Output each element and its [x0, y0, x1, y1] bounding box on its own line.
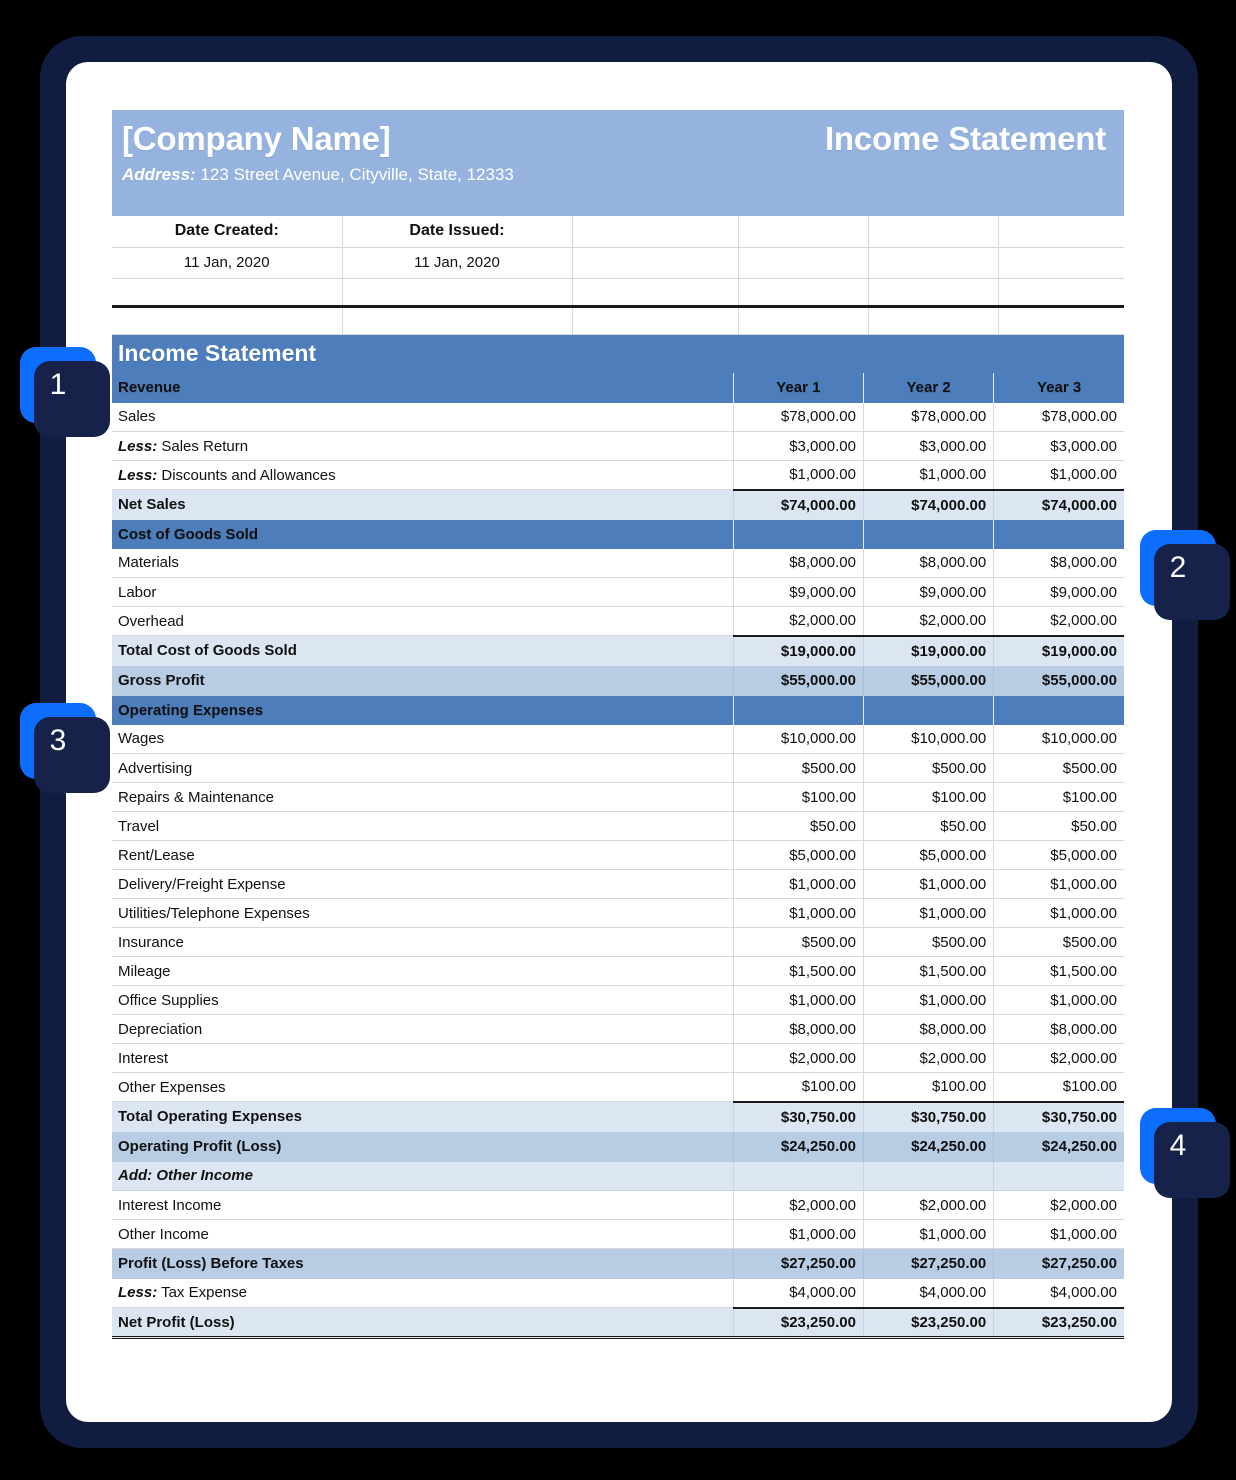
- row-label: Other Income: [112, 1220, 733, 1249]
- table-row: [112, 1191, 1124, 1220]
- row-value-year-2: [863, 1162, 993, 1191]
- column-header-year-3: Year 3: [994, 373, 1124, 403]
- row-value-year-3: $74,000.00: [994, 490, 1124, 520]
- row-value-year-3: $3,000.00: [994, 432, 1124, 461]
- callout-badge-2[interactable]: 2: [1140, 530, 1216, 606]
- table-row: [112, 841, 1124, 870]
- row-value-year-2: $8,000.00: [863, 1015, 993, 1044]
- row-value-year-2: $1,000.00: [863, 986, 993, 1015]
- row-label: [112, 432, 733, 461]
- statement-title-row: [112, 335, 1124, 373]
- row-value-year-2: $8,000.00: [863, 549, 993, 578]
- meta-blank-row: [112, 306, 1124, 334]
- row-value-year-2: $10,000.00: [863, 725, 993, 754]
- row-label-prefix: Less:: [118, 1284, 158, 1302]
- row-value-year-1: $2,000.00: [733, 607, 863, 636]
- row-value-year-3: $27,250.00: [994, 1249, 1124, 1279]
- row-label: Insurance: [112, 928, 733, 957]
- row-value-year-3: $8,000.00: [994, 1015, 1124, 1044]
- row-label: Profit (Loss) Before Taxes: [112, 1249, 733, 1279]
- row-value-year-2: $1,500.00: [863, 957, 993, 986]
- meta-empty-cell: [868, 247, 998, 278]
- row-label: Delivery/Freight Expense: [112, 870, 733, 899]
- row-value-year-1: $500.00: [733, 928, 863, 957]
- date-issued-label: Date Issued:: [342, 216, 572, 247]
- row-value-year-1: $5,000.00: [733, 841, 863, 870]
- row-value-year-1: $500.00: [733, 754, 863, 783]
- row-value-year-1: $1,000.00: [733, 461, 863, 490]
- meta-empty-cell: [342, 278, 572, 306]
- row-value-year-3: $55,000.00: [994, 666, 1124, 696]
- meta-empty-cell: [342, 306, 572, 334]
- row-label: Add: Other Income: [112, 1162, 733, 1191]
- row-value-year-2: $50.00: [863, 812, 993, 841]
- row-value-year-2: $100.00: [863, 783, 993, 812]
- row-value-year-1: $50.00: [733, 812, 863, 841]
- callout-badge-1[interactable]: 1: [20, 347, 96, 423]
- meta-empty-cell: [868, 216, 998, 247]
- row-label: Other Expenses: [112, 1073, 733, 1102]
- row-value-year-1: [733, 520, 863, 549]
- row-label: Office Supplies: [112, 986, 733, 1015]
- row-value-year-2: $1,000.00: [863, 899, 993, 928]
- row-value-year-2: $500.00: [863, 754, 993, 783]
- row-value-year-2: $100.00: [863, 1073, 993, 1102]
- row-value-year-3: $1,500.00: [994, 957, 1124, 986]
- row-label-text: Discounts and Allowances: [161, 466, 336, 484]
- row-value-year-3: [994, 1162, 1124, 1191]
- row-value-year-1: $1,500.00: [733, 957, 863, 986]
- row-value-year-3: $19,000.00: [994, 636, 1124, 666]
- meta-empty-cell: [112, 306, 342, 334]
- table-row: [112, 461, 1124, 490]
- row-value-year-2: $3,000.00: [863, 432, 993, 461]
- row-value-year-3: $8,000.00: [994, 549, 1124, 578]
- row-label: Operating Expenses: [112, 696, 733, 725]
- row-value-year-1: $30,750.00: [733, 1102, 863, 1132]
- row-label: Repairs & Maintenance: [112, 783, 733, 812]
- table-row: [112, 1162, 1124, 1191]
- column-header-year-2: Year 2: [863, 373, 993, 403]
- row-value-year-3: $4,000.00: [994, 1279, 1124, 1308]
- row-label: Operating Profit (Loss): [112, 1132, 733, 1162]
- row-label: Travel: [112, 812, 733, 841]
- row-value-year-2: [863, 520, 993, 549]
- document-page: [66, 62, 1172, 1422]
- row-value-year-3: $2,000.00: [994, 607, 1124, 636]
- row-value-year-1: $23,250.00: [733, 1308, 863, 1338]
- row-value-year-2: $1,000.00: [863, 870, 993, 899]
- row-label: Sales: [112, 403, 733, 432]
- row-value-year-1: $1,000.00: [733, 899, 863, 928]
- table-row: [112, 1102, 1124, 1132]
- meta-empty-cell: [998, 216, 1124, 247]
- table-row: [112, 490, 1124, 520]
- row-value-year-2: $30,750.00: [863, 1102, 993, 1132]
- table-row: [112, 403, 1124, 432]
- row-label: Interest Income: [112, 1191, 733, 1220]
- date-created-value: 11 Jan, 2020: [112, 247, 342, 278]
- income-statement-table: [112, 335, 1124, 1340]
- row-value-year-2: $23,250.00: [863, 1308, 993, 1338]
- company-header-band: [112, 110, 1124, 216]
- row-label: Depreciation: [112, 1015, 733, 1044]
- row-value-year-3: $10,000.00: [994, 725, 1124, 754]
- meta-empty-cell: [868, 278, 998, 306]
- row-value-year-3: $500.00: [994, 754, 1124, 783]
- meta-empty-cell: [738, 306, 868, 334]
- row-label: Total Cost of Goods Sold: [112, 636, 733, 666]
- column-header-year-1: Year 1: [733, 373, 863, 403]
- meta-empty-cell: [738, 278, 868, 306]
- row-label: Overhead: [112, 607, 733, 636]
- meta-empty-cell: [112, 278, 342, 306]
- meta-date-table: [112, 216, 1124, 335]
- row-value-year-2: $55,000.00: [863, 666, 993, 696]
- row-label: Interest: [112, 1044, 733, 1073]
- row-value-year-3: $1,000.00: [994, 870, 1124, 899]
- table-row: [112, 432, 1124, 461]
- row-value-year-1: $4,000.00: [733, 1279, 863, 1308]
- row-label-text: Tax Expense: [161, 1284, 247, 1302]
- row-value-year-1: $27,250.00: [733, 1249, 863, 1279]
- meta-empty-cell: [738, 247, 868, 278]
- row-value-year-1: $1,000.00: [733, 870, 863, 899]
- row-value-year-3: $5,000.00: [994, 841, 1124, 870]
- address-label: Address:: [122, 164, 196, 184]
- table-row: [112, 986, 1124, 1015]
- row-value-year-3: $500.00: [994, 928, 1124, 957]
- section-header-row: [112, 520, 1124, 549]
- table-row: [112, 636, 1124, 666]
- row-value-year-1: $10,000.00: [733, 725, 863, 754]
- row-value-year-3: [994, 696, 1124, 725]
- meta-empty-cell: [868, 306, 998, 334]
- row-value-year-3: $2,000.00: [994, 1191, 1124, 1220]
- statement-title: Income Statement: [112, 335, 1124, 373]
- row-label: Labor: [112, 578, 733, 607]
- row-value-year-1: $55,000.00: [733, 666, 863, 696]
- row-label: Rent/Lease: [112, 841, 733, 870]
- callout-badge-3[interactable]: 3: [20, 703, 96, 779]
- row-label: Mileage: [112, 957, 733, 986]
- meta-header-row: [112, 216, 1124, 247]
- row-value-year-1: $19,000.00: [733, 636, 863, 666]
- row-value-year-3: $1,000.00: [994, 1220, 1124, 1249]
- row-value-year-2: $9,000.00: [863, 578, 993, 607]
- table-row: [112, 957, 1124, 986]
- row-value-year-1: $3,000.00: [733, 432, 863, 461]
- row-label-prefix: Less:: [118, 437, 158, 455]
- row-value-year-3: $1,000.00: [994, 461, 1124, 490]
- row-value-year-1: [733, 696, 863, 725]
- row-value-year-1: $100.00: [733, 783, 863, 812]
- row-value-year-2: $1,000.00: [863, 1220, 993, 1249]
- row-value-year-1: $24,250.00: [733, 1132, 863, 1162]
- row-label-prefix: Less:: [118, 466, 158, 484]
- row-value-year-1: $1,000.00: [733, 986, 863, 1015]
- row-value-year-3: $50.00: [994, 812, 1124, 841]
- table-row: [112, 1279, 1124, 1308]
- row-label-text: Sales Return: [161, 437, 249, 455]
- row-label: Net Profit (Loss): [112, 1308, 733, 1338]
- row-value-year-3: $100.00: [994, 783, 1124, 812]
- row-value-year-1: $78,000.00: [733, 403, 863, 432]
- row-value-year-2: $1,000.00: [863, 461, 993, 490]
- table-row: [112, 1132, 1124, 1162]
- meta-empty-cell: [572, 278, 738, 306]
- meta-empty-cell: [572, 216, 738, 247]
- row-value-year-2: $2,000.00: [863, 1191, 993, 1220]
- company-address: [122, 165, 1108, 185]
- row-value-year-1: $74,000.00: [733, 490, 863, 520]
- row-value-year-3: $24,250.00: [994, 1132, 1124, 1162]
- row-value-year-2: $5,000.00: [863, 841, 993, 870]
- address-value: 123 Street Avenue, Cityville, State, 12333: [200, 164, 514, 184]
- row-value-year-2: $78,000.00: [863, 403, 993, 432]
- section-header-row: [112, 696, 1124, 725]
- table-row: [112, 578, 1124, 607]
- row-label: Wages: [112, 725, 733, 754]
- row-value-year-3: $78,000.00: [994, 403, 1124, 432]
- column-header-revenue: Revenue: [112, 373, 733, 403]
- table-row: [112, 607, 1124, 636]
- meta-empty-cell: [998, 247, 1124, 278]
- row-label: Total Operating Expenses: [112, 1102, 733, 1132]
- row-label: Gross Profit: [112, 666, 733, 696]
- table-row: [112, 725, 1124, 754]
- row-value-year-1: [733, 1162, 863, 1191]
- meta-empty-cell: [738, 216, 868, 247]
- row-value-year-3: $100.00: [994, 1073, 1124, 1102]
- table-row: [112, 812, 1124, 841]
- row-value-year-3: $1,000.00: [994, 986, 1124, 1015]
- row-value-year-1: $8,000.00: [733, 1015, 863, 1044]
- company-name: [Company Name]: [122, 120, 391, 157]
- table-row: [112, 928, 1124, 957]
- date-issued-value: 11 Jan, 2020: [342, 247, 572, 278]
- table-row: [112, 666, 1124, 696]
- table-row: [112, 783, 1124, 812]
- row-value-year-1: $8,000.00: [733, 549, 863, 578]
- row-value-year-2: $19,000.00: [863, 636, 993, 666]
- table-row: [112, 1073, 1124, 1102]
- row-value-year-1: $2,000.00: [733, 1044, 863, 1073]
- table-row: [112, 1015, 1124, 1044]
- row-value-year-3: [994, 520, 1124, 549]
- table-row: [112, 899, 1124, 928]
- column-header-row: [112, 373, 1124, 403]
- row-value-year-2: $2,000.00: [863, 607, 993, 636]
- document-title: Income Statement: [824, 120, 1106, 157]
- row-value-year-3: $1,000.00: [994, 899, 1124, 928]
- row-label: Net Sales: [112, 490, 733, 520]
- row-value-year-2: $27,250.00: [863, 1249, 993, 1279]
- income-statement-body: [112, 335, 1124, 1338]
- row-value-year-3: $9,000.00: [994, 578, 1124, 607]
- meta-empty-cell: [998, 278, 1124, 306]
- row-value-year-3: $30,750.00: [994, 1102, 1124, 1132]
- meta-empty-cell: [998, 306, 1124, 334]
- row-label: Utilities/Telephone Expenses: [112, 899, 733, 928]
- date-created-label: Date Created:: [112, 216, 342, 247]
- spreadsheet-sheet: [112, 110, 1124, 1339]
- table-row: [112, 754, 1124, 783]
- meta-empty-cell: [572, 247, 738, 278]
- row-label: Advertising: [112, 754, 733, 783]
- row-value-year-1: $100.00: [733, 1073, 863, 1102]
- callout-badge-4[interactable]: 4: [1140, 1108, 1216, 1184]
- row-value-year-2: $74,000.00: [863, 490, 993, 520]
- row-label: [112, 1279, 733, 1308]
- row-value-year-2: $4,000.00: [863, 1279, 993, 1308]
- table-row: [112, 1220, 1124, 1249]
- row-value-year-2: $24,250.00: [863, 1132, 993, 1162]
- row-label: Cost of Goods Sold: [112, 520, 733, 549]
- row-value-year-1: $9,000.00: [733, 578, 863, 607]
- row-label: Materials: [112, 549, 733, 578]
- row-value-year-1: $2,000.00: [733, 1191, 863, 1220]
- table-row: [112, 1249, 1124, 1279]
- row-value-year-3: $2,000.00: [994, 1044, 1124, 1073]
- meta-value-row: [112, 247, 1124, 278]
- row-value-year-2: $500.00: [863, 928, 993, 957]
- table-row: [112, 1044, 1124, 1073]
- table-row: [112, 870, 1124, 899]
- row-value-year-2: $2,000.00: [863, 1044, 993, 1073]
- row-value-year-3: $23,250.00: [994, 1308, 1124, 1338]
- table-row: [112, 1308, 1124, 1338]
- row-value-year-2: [863, 696, 993, 725]
- table-row: [112, 549, 1124, 578]
- row-label: [112, 461, 733, 490]
- meta-empty-cell: [572, 306, 738, 334]
- row-value-year-1: $1,000.00: [733, 1220, 863, 1249]
- meta-blank-row: [112, 278, 1124, 306]
